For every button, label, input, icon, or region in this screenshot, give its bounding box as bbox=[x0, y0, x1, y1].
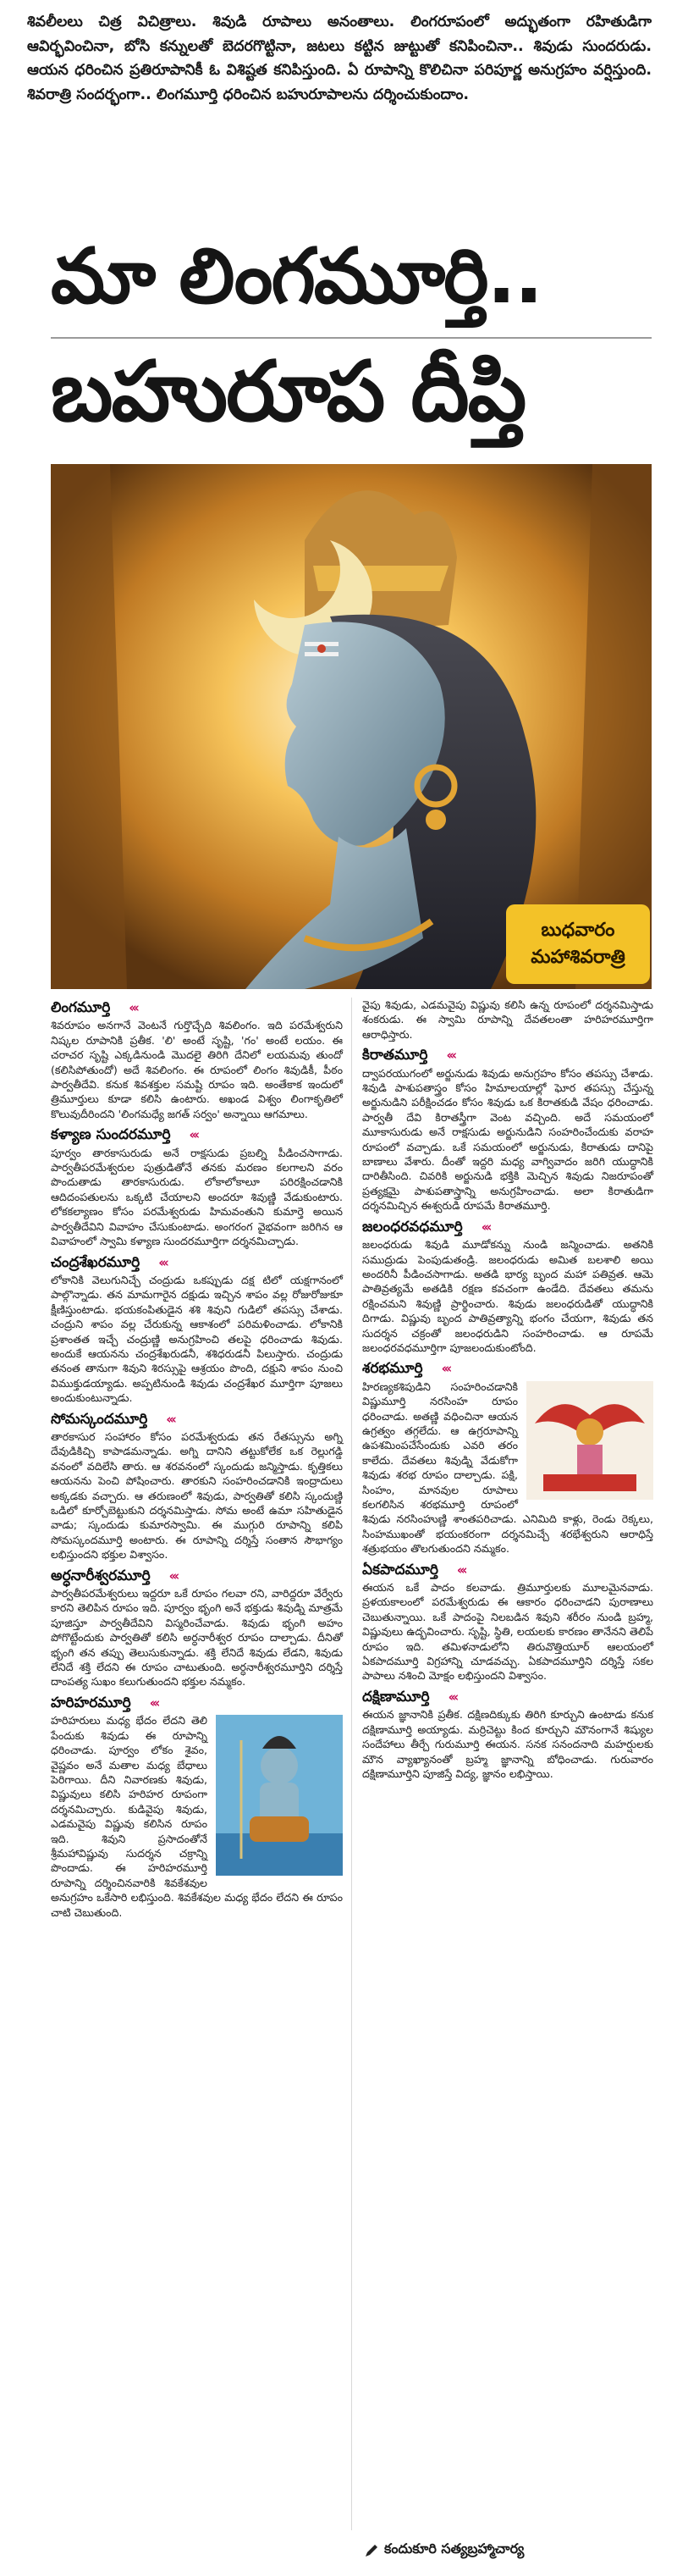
section-title: హరిహరమూర్తి bbox=[51, 1694, 131, 1711]
chevron-icon: ‹‹‹ bbox=[189, 1127, 198, 1143]
headline-divider bbox=[51, 337, 652, 339]
section-ardhanareeswaramurthy bbox=[51, 1569, 343, 1689]
section-chandrasekharamurthy bbox=[51, 1253, 343, 1406]
chevron-icon: ‹‹‹ bbox=[168, 1567, 178, 1584]
author-name: కందుకూరి సత్యబ్రహ్మాచార్య bbox=[384, 2540, 525, 2557]
section-dakshinamurthy bbox=[362, 1690, 653, 1781]
chevron-icon: ‹‹‹ bbox=[456, 1562, 465, 1578]
section-title: కళ్యాణ సుందరమూర్తి bbox=[51, 1126, 171, 1144]
column-divider bbox=[351, 998, 352, 2530]
harihara-illustration bbox=[216, 1715, 343, 1876]
tag-festival: మహాశివరాత్రి bbox=[531, 947, 625, 968]
section-title: దక్షిణామూర్తి bbox=[362, 1688, 430, 1705]
section-ekapadamurthy bbox=[362, 1563, 653, 1683]
section-somaskandamurthy bbox=[51, 1412, 343, 1562]
chevron-icon: ‹‹‹ bbox=[446, 1048, 454, 1064]
headline-line-1: మా లింగమూర్తి.. bbox=[51, 231, 542, 321]
intro-text: శివలీలలు చిత్ర విచిత్రాలు. శివుడి రూపాలు అనంతాలు. లింగరూపంలో అద్భుతంగా రహితుడిగా ఆవిర్భవించినా, బోసి కన్నులతో బెదరగొట్టినా, జటలు కట్టిన జుట్టుతో కనిపించినా.. శివుడు సుందరుడు. ఆయన ధరించిన ప్రతిరూపానికీ ఓ విశిష్టత కనిపిస్తుంది. ఏ రూపాన్ని కొలిచినా పరిపూర్ణ అనుగ్రహం వర్షిస్తుంది. శివరాత్రి సందర్భంగా.. లింగమూర్తి ధరించిన బహురూపాలను దర్శించుకుందాం. bbox=[27, 14, 652, 103]
section-title: ఏకపాదమూర్తి bbox=[362, 1561, 438, 1578]
section-lingamurthy bbox=[51, 1001, 343, 1121]
section-title: జలంధరవధమూర్తి bbox=[362, 1218, 463, 1235]
chevron-icon: ‹‹‹ bbox=[129, 1000, 137, 1015]
section-title: శరభమూర్తి bbox=[362, 1360, 423, 1378]
sarabha-illustration bbox=[526, 1381, 653, 1500]
section-kalyana-sundaramurthy bbox=[51, 1128, 343, 1248]
section-body: పార్వతీపరమేశ్వరులు ఇద్దరూ ఒకే రూపం గలవా రని, వారిద్దరూ వేర్వేరు కారని తెలిపిన రూపం ఇది. పూర్వం భృంగి అనే భక్తుడు శివుడ్ని మాత్రమే పూజిస్తూ పార్వతీదేవిని విస్మరించేవాడు. శివుడు భృంగి అహం పోగొట్టేందుకు పార్వతితో కలిసి అర్ధనారీశ్వర రూపం దాల్చాడు. దీనితో భృంగి తన తప్పు తెలుసుకున్నాడు. శక్తి లేనిదే శివుడు లేడని, శివుడు లేనిదే శక్తి లేదని ఈ రూపం చాటుతుంది. అర్ధనారీశ్వరమూర్తిని దర్శిస్తే దాంపత్య సుఖం కలుగుతుందని భక్తుల నమ్మకం. bbox=[51, 1587, 343, 1689]
section-body: శివరూపం అనగానే వెంటనే గుర్తొచ్చేది శివలింగం. ఇది పరమేశ్వరుని నిష్కల రూపానికి ప్రతీక. 'లి' అంటే సృష్టి, 'గం' అంటే లయం. ఈ చరాచర సృష్టి ఎక్కడినుండి మొదలై తిరిగి దేనిలో లయమవు తుందో (కలిసిపోతుందో) అదే శివలింగం. ఈ రూపంలో లింగం శివుడికీ, పీఠం పార్వతీదేవి. కనుక శివశక్తుల సమష్టి రూపం ఇది. అంతేకాక ఇందులో త్రిమూర్తులు కూడా కలిసి ఉంటారు. అఖండ విశ్వం లింగాకృతిలో కొలువుదీరిందని 'లింగమధ్యే జగత్ సర్వం' అన్నాయి ఆగమాలు. bbox=[51, 1019, 343, 1120]
section-harihara-continued bbox=[362, 998, 653, 1042]
section-body: లోకానికి వెలుగునిచ్చే చంద్రుడు ఒకప్పుడు దక్ష టిలో యక్షగానంలో పాల్గొన్నాడు. తన మామగారైన దక్షుడు ఇచ్చిన శాపం వల్ల రోజురోజుకూ క్షీణిస్తుంటాడు. భయకంపితుడైన శశి శివుని గుడిలో తపస్సు చేశాడు. చంద్రుని శాపం వల్ల చేరుకున్న ఆకాశంలో పరిమళించాడు. లోకానికి ప్రశాంతత ఇచ్చే చంద్రుణ్ణి అనుగ్రహించి తలపై ధరించాడు శివుడు. అందుకే ఆయనను చంద్రశేఖరుడనీ, శశిధరుడనీ పిలుస్తారు. చంద్రుడు తనంత తానుగా శివుని శిరస్సుపై ఆశ్రయం పొంది, దక్షుని శాపం నుంచి విముక్తుడయ్యాడు. అప్పటినుండి శివుడు చంద్రశేఖర మూర్తిగా పూజలు అందుకుంటున్నాడు. bbox=[51, 1273, 343, 1405]
headline-line-2: బహురూప దీప్తి bbox=[51, 344, 526, 440]
section-hariharamurthy bbox=[51, 1696, 343, 1920]
left-column bbox=[51, 998, 343, 1926]
chevron-icon: ‹‹‹ bbox=[481, 1219, 490, 1235]
chevron-icon: ‹‹‹ bbox=[149, 1694, 158, 1711]
section-sarabhamurthy bbox=[362, 1362, 653, 1556]
section-body: తారకాసుర సంహారం కోసం పరమేశ్వరుడు తన రేతస్సును అగ్ని దేవుడికిచ్చి కాపాడమన్నాడు. అగ్ని దానిని తట్టుకోలేక ఒక రెల్లుగడ్డి వనంలో వదిలేసి తారు. ఆ శరవనంలో స్కందుడు జన్మిస్తాడు. కృత్తికలు ఆయనను పెంచి పోషించారు. తారకుని సంహరించడానికి ఇంద్రాదులు అక్కడకు వచ్చారు. ఆ తరుణంలో శివుడు, పార్వతితో కలిసి స్కందుణ్ణి ఒడిలో కూర్చోబెట్టుకుని దర్శనమిస్తాడు. సోమ అంటే ఉమా సహితుడైన వాడు; స్కందుడు కుమారస్వామి. ఈ ముగ్గురి రూపాన్ని కలిపి సోమస్కందమూర్తి అంటారు. ఈ రూపాన్ని దర్శిస్తే సంతాన సౌభాగ్యం లభిస్తుందని భక్తుల విశ్వాసం. bbox=[51, 1429, 343, 1562]
right-column bbox=[362, 998, 653, 1788]
section-title: సోమస్కందమూర్తి bbox=[51, 1410, 148, 1428]
section-title: కిరాతమూర్తి bbox=[362, 1047, 428, 1064]
section-body: జలంధరుడు శివుడి మూడోకన్ను నుండి జన్మించాడు. అతనికి సముద్రుడు పెంపుడుతండ్రి. జలంధరుడు అమిత బలశాలి అయి అందరినీ పీడించసాగాడు. అతడి భార్య బృంద మహా పతివ్రత. ఆమె పాతివ్రత్యమే అతడికి రక్షణ కవచంగా ఉండేది. దేవతలు తమను రక్షించమని శివుణ్ణి ప్రార్థించారు. శివుడు జలంధరుడితో యుద్ధానికి దిగాడు. విష్ణువు బృంద పాతివ్రత్యాన్ని భంగం చేయగా, శివుడు తన సుదర్శన చక్రంతో జలంధరుడిని సంహరించాడు. ఆ రూపమే జలంధరవధమూర్తిగా పూజలందుకుంటోంది. bbox=[362, 1238, 653, 1354]
section-body: పూర్వం తారకాసురుడు అనే రాక్షసుడు ప్రబల్ని పీడించసాగాడు. పార్వతీపరమేశ్వరుల పుత్రుడితోనే తనకు మరణం కలగాలని వరం పొందుతాడు తారకాసురుడు. లోకాలోకాలూ పరిరక్షించడానికి ఆదిదంపతులను ఒక్కటి చేయాలని అందరూ శివుణ్ణి వేడుకుంటారు. లోకకల్యాణం కోసం పరమేశ్వరుడు హిమవంతుని కుమార్తె అయిన పార్వతీదేవిని వివాహం చేసుకుంటాడు. అంగరంగ వైభవంగా జరిగిన ఆ వివాహంలో స్వామి కళ్యాణ సుందరమూర్తిగా దర్శనమిచ్చాడు. bbox=[51, 1146, 343, 1248]
tag-day: బుధవారం bbox=[541, 920, 615, 941]
chevron-icon: ‹‹‹ bbox=[166, 1411, 174, 1427]
section-title: లింగమూర్తి bbox=[51, 999, 111, 1016]
section-body: ఈయన జ్ఞానానికి ప్రతీక. దక్షిణదిక్కుకు తిరిగి కూర్చుని ఉంటాడు కనుక దక్షిణామూర్తి అయ్యాడు. మర్రిచెట్టు కింద కూర్చుని మౌనంగానే శిష్యుల సందేహాలు తీర్చే గురుమూర్తి ఈయన. సనక సనందనాది మహర్షులకు మౌన వ్యాఖ్యానంతో బ్రహ్మ జ్ఞానాన్ని బోధించాడు. గురువారం దక్షిణామూర్తిని పూజిస్తే విద్య, జ్ఞానం లభిస్తాయి. bbox=[362, 1708, 653, 1780]
section-kiratamurthy bbox=[362, 1048, 653, 1213]
section-body: వైపు శివుడు, ఎడమవైపు విష్ణువు కలిసి ఉన్న రూపంలో దర్శనమిస్తాడు శంకరుడు. ఈ స్వామి రూపాన్ని దేవతలంతా హరిహరమూర్తిగా ఆరాధిస్తారు. bbox=[362, 998, 653, 1041]
pen-icon bbox=[364, 2543, 379, 2558]
section-body: ద్వాపరయుగంలో అర్జునుడు శివుడు అనుగ్రహం కోసం తపస్సు చేశాడు. శివుడి పాశుపతాస్త్రం కోసం హిమాలయాల్లో ఘోర తపస్సు చేస్తున్న అర్జునుడిని పరీక్షించడం కోసం శివుడు ఒక కిరాతకుడి వేషం ధరించాడు. పార్వతీ దేవి కిరాతస్త్రీగా వెంట వచ్చింది. అదే సమయంలో మూకాసురుడు అనే రాక్షసుడు అర్జునుడిని సంహరించేందుకు వరాహ రూపంలో వచ్చాడు. ఒకే సమయంలో అర్జునుడు, కిరాతుడు దానిపై బాణాలు వేశారు. దీంతో ఇద్దరి మధ్య వాగ్వివాదం జరిగి యుద్ధానికి దారితీసింది. చివరికి అర్జునుడి భక్తికి మెచ్చిన శివుడు నిజరూపంతో ప్రత్యక్షమై పాశుపతాస్త్రాన్ని అనుగ్రహించాడు. అలా కిరాతుడిగా దర్శనమిచ్చిన ఈశ్వరుడి రూపమే కిరాతమూర్తి. bbox=[362, 1066, 653, 1213]
section-title: అర్ధనారీశ్వరమూర్తి bbox=[51, 1567, 151, 1584]
chevron-icon: ‹‹‹ bbox=[158, 1254, 167, 1270]
section-body: హిరణ్యకశిపుడిని సంహరించడానికి విష్ణుమూర్తి నరసింహ రూపం ధరించాడు. అతణ్ణి వధించినా ఆయన ఉగ్రత్వం తగ్గలేదు. ఆ ఉగ్రరూపాన్ని ఉపశమింపచేసేందుకు ఎవరి తరం కాలేదు. దేవతలు శివుడ్ని వేడుకోగా శివుడు శరభ రూపం దాల్చాడు. పక్షి, సింహం, మానవుల రూపాలు కలగలిసిన శరభమూర్తి రూపంలో శివుడు నరసింహుణ్ణి శాంతపరిచాడు. ఎనిమిది కాళ్లు, రెండు రెక్కలు, సింహముఖంతో భయంకరంగా దర్శనమిచ్చే శరభేశ్వరుని ఆరాధిస్తే శత్రుభయం తొలగుతుందని నమ్మకం. bbox=[362, 1379, 653, 1556]
author-byline bbox=[364, 2540, 524, 2560]
section-body: ఈయన ఒకే పాదం కలవాడు. త్రిమూర్తులకు మూలమైనవాడు. ప్రళయకాలంలో పరమేశ్వరుడు ఈ ఆకారం ధరించాడని పురాణాలు చెబుతున్నాయి. ఒకే పాదంపై నిలబడిన శివుని శరీరం నుండి బ్రహ్మ, విష్ణువులు ఉద్భవించారు. సృష్టి, స్థితి, లయలకు కారణం తానేనని తెలిపే రూపం ఇది. తమిళనాడులోని తిరువొత్తియూర్ ఆలయంలో ఏకపాదమూర్తి విగ్రహాన్ని చూడవచ్చు. ఏకపాదమూర్తిని దర్శిస్తే సకల పాపాలు నశించి మోక్షం లభిస్తుందని విశ్వాసం. bbox=[362, 1581, 653, 1683]
section-title: చంద్రశేఖరమూర్తి bbox=[51, 1253, 140, 1271]
chevron-icon: ‹‹‹ bbox=[441, 1361, 450, 1377]
chevron-icon: ‹‹‹ bbox=[448, 1689, 457, 1705]
section-body: హరిహరులు మధ్య భేదం లేదని తెలి పేందుకు శివుడు ఈ రూపాన్ని ధరించాడు. పూర్వం లోకం శైవం, వైష్ణవం అనే మతాల మధ్య బేధాలు పెరిగాయి. దీని నివారణకు శివుడు, విష్ణువులు కలిసి హరిహర రూపంగా దర్శనమిచ్చారు. కుడివైపు శివుడు, ఎడమవైపు విష్ణువు కలిసిన రూపం ఇది. శివుని ప్రసాదంతోనే శ్రీమహావిష్ణువు సుదర్శన చక్రాన్ని పొందాడు. ఈ హరిహరమూర్తి రూపాన్ని దర్శించినవారికి శివకేశవుల అనుగ్రహం ఒకేసారి లభిస్తుంది. శివకేశవుల మధ్య భేదం లేదని ఈ రూపం చాటి చెబుతుంది. bbox=[51, 1714, 343, 1919]
festival-tag bbox=[506, 904, 650, 984]
section-jalandharavadhamurthy bbox=[362, 1220, 653, 1356]
